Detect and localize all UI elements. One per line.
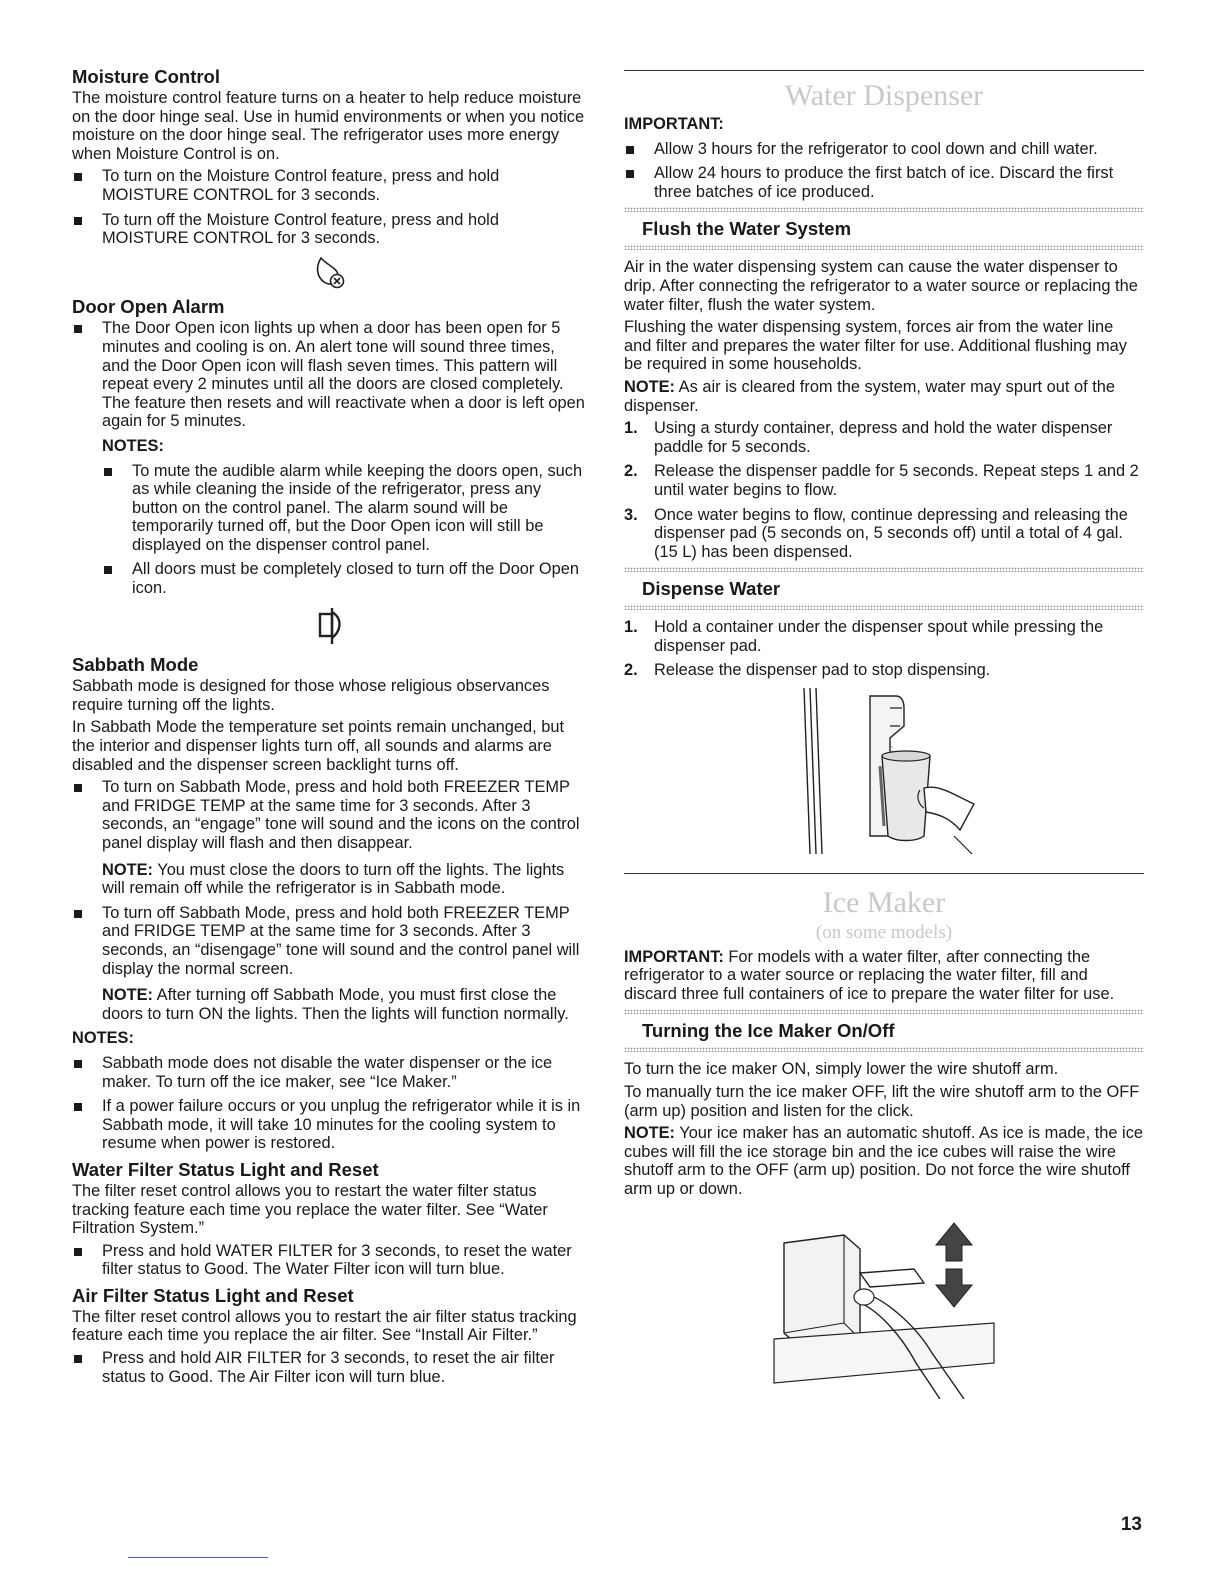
list-item: Allow 3 hours for the refrigerator to cool down and chill water.: [624, 140, 1144, 159]
page-number: 13: [1120, 1514, 1142, 1535]
sabbath-on-text: To turn on Sabbath Mode, press and hold both FREEZER TEMP and FRIDGE TEMP at the same time for 3 seconds. After 3 seconds, an “engage” tone will sound and the icons on the control panel display will flash and then disappear.: [102, 778, 580, 852]
step-text: Using a sturdy container, depress and hold the water dispenser paddle for 5 seconds.: [654, 419, 1113, 456]
flush-subheading: [624, 207, 1144, 250]
step-text: Hold a container under the dispenser spout while pressing the dispenser pad.: [654, 618, 1104, 655]
dispenser-illustration: [624, 686, 1144, 863]
step-text: Release the dispenser pad to stop dispensing.: [654, 661, 991, 680]
list-item: [624, 462, 1144, 499]
turning-note: [624, 1124, 1144, 1198]
list-item: All doors must be completely closed to turn off the Door Open icon.: [102, 560, 586, 597]
step-number: 1.: [624, 618, 638, 637]
divider: [624, 873, 1144, 874]
air-filter-list: [72, 1349, 586, 1386]
list-item: To turn off the Moisture Control feature, press and hold MOISTURE CONTROL for 3 seconds.: [72, 211, 586, 248]
door-alarm-notes: [72, 437, 586, 598]
step-number: 2.: [624, 462, 638, 481]
sabbath-mode-heading: Sabbath Mode: [72, 654, 199, 676]
list-item: [624, 506, 1144, 562]
divider: [624, 207, 1144, 212]
air-filter-body: The filter reset control allows you to restart the air filter status tracking feature each time you replace the air filter. See “Install Air Filter.”: [72, 1307, 577, 1345]
footer-line: [128, 1557, 268, 1558]
divider: [624, 567, 1144, 572]
sabbath-notes-list: [72, 1054, 586, 1153]
sabbath-off-note: [102, 986, 586, 1023]
list-item: [624, 661, 1144, 680]
flush-steps: [624, 419, 1144, 561]
right-column: [624, 70, 1144, 1403]
left-column: [72, 66, 586, 1392]
divider: [624, 1047, 1144, 1052]
sabbath-p1: Sabbath mode is designed for those whose religious observances require turning off the lights.: [72, 677, 550, 714]
note-text: After turning off Sabbath Mode, you must first close the doors to turn ON the lights. Then the lights will function normally.: [102, 986, 569, 1023]
water-dispenser-title: Water Dispenser: [784, 79, 984, 112]
sabbath-p2: In Sabbath Mode the temperature set points remain unchanged, but the interior and dispenser lights turn off, all sounds and alarms are disabled and the dispenser screen backlight turns off.: [72, 718, 565, 774]
ice-maker-important: [624, 948, 1144, 1004]
notes-label: NOTES:: [102, 436, 164, 455]
note-label: NOTE:: [624, 377, 675, 396]
air-filter-heading: Air Filter Status Light and Reset: [72, 1284, 354, 1306]
note-text: As air is cleared from the system, water may spurt out of the dispenser.: [624, 377, 1115, 415]
turning-subheading: [624, 1009, 1144, 1052]
step-text: Release the dispenser paddle for 5 seconds. Repeat steps 1 and 2 until water begins to flow.: [654, 462, 1139, 499]
turning-heading: Turning the Ice Maker On/Off: [642, 1020, 895, 1042]
door-open-icon: [72, 254, 586, 295]
note-text: Your ice maker has an automatic shutoff. As ice is made, the ice cubes will fill the ice storage bin and the ice cubes will raise the wire shutoff arm to the OFF (arm up) position. Do not force the wire shutoff arm up or down.: [624, 1124, 1144, 1198]
important-label: IMPORTANT:: [624, 115, 724, 133]
moisture-control-list: [72, 167, 586, 247]
list-item: [72, 778, 586, 898]
turning-p1: To turn the ice maker ON, simply lower the wire shutoff arm.: [624, 1060, 1059, 1079]
sabbath-on-note: [102, 861, 586, 898]
list-item: To mute the audible alarm while keeping the doors open, such as while cleaning the inside of the refrigerator, press any button on the control panel. The alarm sound will be temporarily turned off, but the Door Open icon will still be displayed on the dispenser control panel.: [102, 462, 586, 555]
ice-maker-title: Ice Maker: [822, 885, 946, 919]
dispense-steps: [624, 618, 1144, 680]
list-item: [624, 419, 1144, 456]
list-item: Allow 24 hours to produce the first batch of ice. Discard the first three batches of ice produced.: [624, 164, 1144, 201]
list-item: Press and hold WATER FILTER for 3 seconds, to reset the water filter status to Good. The Water Filter icon will turn blue.: [72, 1242, 586, 1279]
step-text: Once water begins to flow, continue depressing and releasing the dispenser pad (5 seconds on, 5 seconds off) until a total of 4 gal. (15 L) has been dispensed.: [654, 505, 1128, 561]
sabbath-list: [72, 778, 586, 1023]
water-filter-heading: Water Filter Status Light and Reset: [72, 1158, 379, 1180]
divider: [624, 1009, 1144, 1014]
notes-label: NOTES:: [72, 1029, 134, 1048]
note-label: NOTE:: [624, 1124, 675, 1143]
notes-list: [102, 462, 586, 598]
sabbath-off-text: To turn off Sabbath Mode, press and hold both FREEZER TEMP and FRIDGE TEMP at the same time for 3 seconds. After 3 seconds, an “disengage” tone will sound and the control panel will display the normal screen.: [102, 903, 580, 978]
list-item: The Door Open icon lights up when a door has been open for 5 minutes and cooling is on. An alert tone will sound three times, and the Door Open icon will flash seven times. This pattern will repeat every 2 minutes until all the doors are closed completely. The feature then resets and will reactivate when a door is left open again for 5 minutes.: [72, 319, 586, 431]
list-item: Sabbath mode does not disable the water dispenser or the ice maker. To turn off the ice maker, see “Ice Maker.”: [72, 1054, 586, 1091]
turning-p2: To manually turn the ice maker OFF, lift the wire shutoff arm to the OFF (arm up) position and listen for the click.: [624, 1083, 1140, 1120]
list-item: [72, 904, 586, 1024]
water-filter-body: The filter reset control allows you to restart the water filter status tracking feature each time you replace the water filter. See “Water Filtration System.”: [72, 1181, 548, 1238]
list-item: [624, 618, 1144, 655]
water-filter-list: [72, 1242, 586, 1279]
dispense-heading: Dispense Water: [642, 578, 781, 600]
ice-maker-subtitle: (on some models): [815, 921, 953, 943]
note-label: NOTE:: [102, 860, 153, 879]
list-item: If a power failure occurs or you unplug the refrigerator while it is in Sabbath mode, it will take 10 minutes for the cooling system to resume when power is restored.: [72, 1097, 586, 1153]
dispense-subheading: [624, 567, 1144, 610]
door-open-alarm-heading: Door Open Alarm: [72, 296, 225, 318]
flush-p2: Flushing the water dispensing system, forces air from the water line and filter and prepares the water filter for use. Additional flushing may be required in some households.: [624, 318, 1127, 374]
list-item: To turn on the Moisture Control feature, press and hold MOISTURE CONTROL for 3 seconds.: [72, 167, 586, 204]
sabbath-icon: [72, 604, 586, 653]
important-label: IMPORTANT:: [624, 947, 724, 966]
water-dispenser-list: [624, 140, 1144, 202]
step-number: 3.: [624, 505, 638, 524]
divider: [624, 245, 1144, 250]
moisture-control-heading: Moisture Control: [72, 66, 220, 87]
list-item: Press and hold AIR FILTER for 3 seconds, to reset the air filter status to Good. The Air Filter icon will turn blue.: [72, 1349, 586, 1386]
ice-maker-illustration: [624, 1213, 1144, 1404]
flush-note: [624, 378, 1144, 415]
note-label: NOTE:: [102, 986, 153, 1005]
divider: [624, 70, 1144, 71]
step-number: 2.: [624, 661, 638, 680]
flush-p1: Air in the water dispensing system can cause the water dispenser to drip. After connecting the refrigerator to a water source or replacing the water filter, flush the water system.: [624, 258, 1138, 314]
step-number: 1.: [624, 419, 638, 438]
flush-heading: Flush the Water System: [642, 218, 852, 240]
note-text: You must close the doors to turn off the lights. The lights will remain off while the refrigerator is in Sabbath mode.: [102, 860, 565, 898]
moisture-control-body: The moisture control feature turns on a heater to help reduce moisture on the door hinge seal. Use in humid environments or when you notice moisture on the door hinge seal. The refrigerator uses more energy when Moisture Control is on.: [72, 89, 585, 163]
important-text: For models with a water filter, after connecting the refrigerator to a water source or replacing the water filter, fill and discard three full containers of ice to prepare the water filter for use.: [624, 947, 1115, 1003]
divider: [624, 605, 1144, 610]
door-alarm-list: [72, 319, 586, 431]
